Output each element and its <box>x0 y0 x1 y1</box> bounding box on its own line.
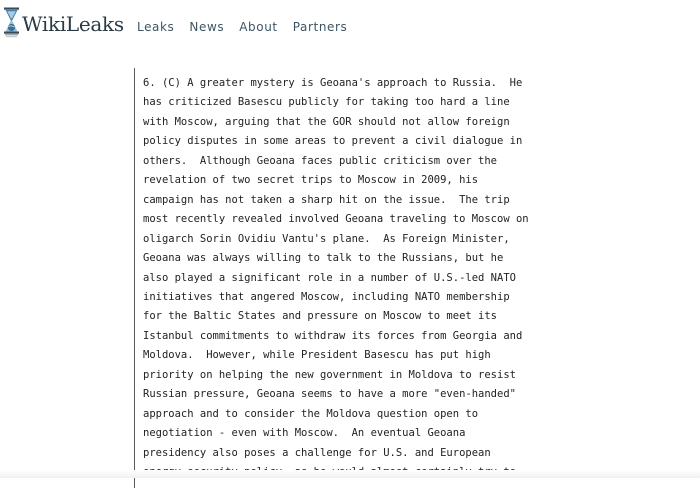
cable-line: Moldova. However, while President Basescu has put high <box>143 349 491 362</box>
nav-item-news[interactable]: News <box>189 20 225 34</box>
cable-line: policy disputes in some areas to prevent a civil dialogue in <box>143 135 523 148</box>
cable-line: priority on helping the new government in Moldova to resist <box>143 368 516 381</box>
nav-item-partners[interactable]: Partners <box>292 20 348 34</box>
cable-line: 6. (C) A greater mystery is Geoana's approach to Russia. He <box>143 77 523 89</box>
hourglass-globe-icon <box>3 7 20 43</box>
cable-line: most recently revealed involved Geoana traveling to Moscow on <box>143 213 529 226</box>
site-name: WikiLeaks <box>22 12 124 36</box>
cable-line: has criticized Basescu publicly for taking too hard a line <box>143 96 510 109</box>
cable-line: negotiation - even with Moscow. An eventual Geoana <box>143 427 466 440</box>
content-left-rule <box>134 68 135 488</box>
cable-line: with Moscow, arguing that the GOR should not allow foreign <box>143 115 510 128</box>
cable-line: Geoana was always willing to talk to the Russians, but he <box>143 252 504 265</box>
nav-item-about[interactable]: About <box>239 20 278 34</box>
page-bottom-edge <box>0 470 700 478</box>
cable-line: oligarch Sorin Ovidiu Vantu's plane. As Foreign Minister, <box>143 232 510 245</box>
site-header <box>0 0 700 50</box>
cable-line: approach and to consider the Moldova question open to <box>143 407 479 420</box>
cable-line: presidency also poses a challenge for U.S. and European <box>143 446 491 459</box>
cable-line: Russian pressure, Geoana seems to have a more "even-handed" <box>143 388 516 401</box>
cable-line: for the Baltic States and pressure on Moscow to meet its <box>143 310 498 323</box>
nav-item-leaks[interactable]: Leaks <box>137 20 175 34</box>
cable-line: others. Although Geoana faces public criticism over the <box>143 154 498 167</box>
cable-line: initiatives that angered Moscow, including NATO membership <box>143 290 510 303</box>
cable-line: campaign has not taken a sharp hit on the issue. The trip <box>143 193 510 206</box>
cable-line: also played a significant role in a number of U.S.-led NATO <box>143 271 516 284</box>
main-nav <box>137 20 347 34</box>
cable-text <box>143 74 529 483</box>
cable-line: revelation of two secret trips to Moscow in 2009, his <box>143 174 479 187</box>
site-logo[interactable] <box>3 7 124 43</box>
cable-line: Istanbul commitments to withdraw its forces from Georgia and <box>143 329 523 342</box>
